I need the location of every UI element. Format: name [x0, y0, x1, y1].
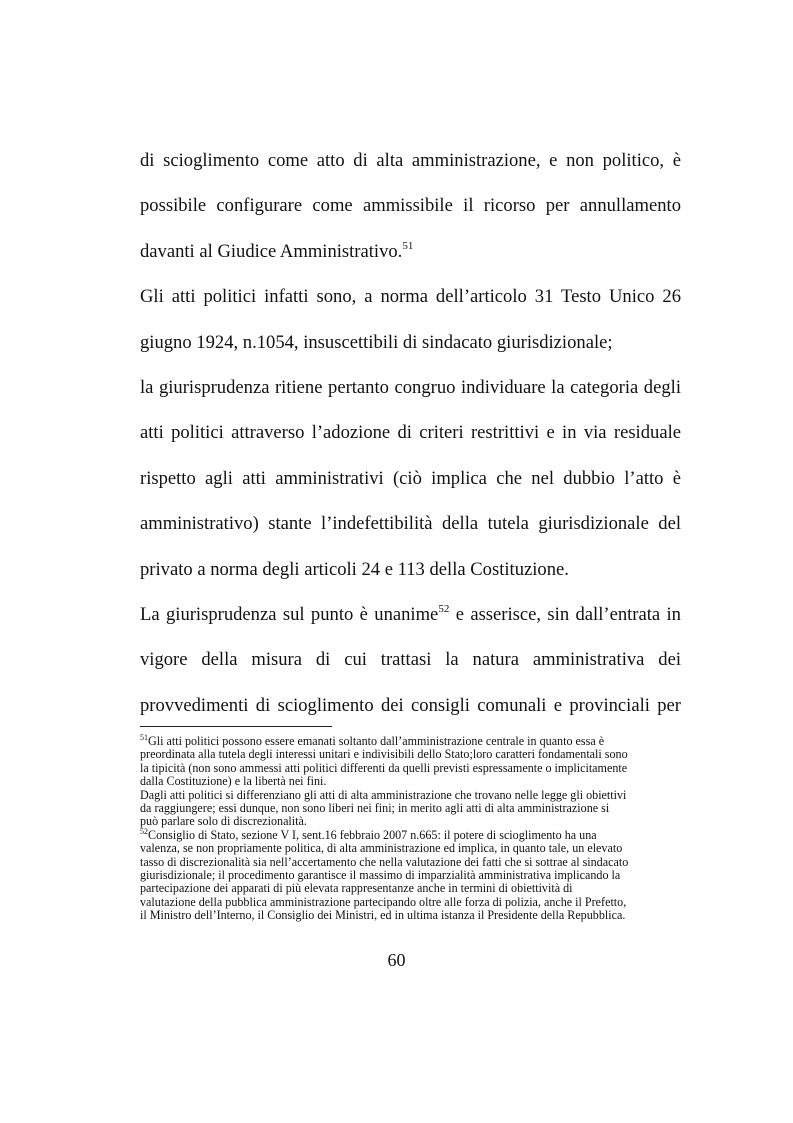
body-line-text: giugno 1924, n.1054, insuscettibili di sindacato giurisdizionale; — [140, 331, 613, 353]
footnote-line — [140, 748, 682, 761]
body-line-text: amministrativo) stante l’indefettibilità della tutela giurisdizionale del — [140, 513, 681, 535]
body-line — [140, 649, 681, 671]
footnote-line — [140, 815, 682, 828]
body-line-text: la giurisprudenza ritiene pertanto congruo individuare la categoria degli — [140, 377, 681, 398]
footnote-number: 51 — [140, 733, 148, 742]
footnote-text: Gli atti politici possono essere emanati soltanto dall’amministrazione centrale in quanto essa è — [148, 734, 605, 748]
footnote-text: partecipazione dei apparati di più elevata rappresentanze anche in termini di obiettività di — [140, 881, 573, 896]
footnote-text: preordinata alla tutela degli interessi unitari e indivisibili dello Stato;loro caratteri fondamentali sono — [140, 747, 628, 762]
footnote-text: tasso di discrezionalità sia nell’accertamento che nella valutazione dei fatti che si sottrae al sindacato — [140, 854, 629, 869]
body-line — [140, 241, 681, 265]
footnote-text: Dagli atti politici si differenziano gli atti di alta amministrazione che trovano nelle legge gli obiettivi — [140, 787, 627, 802]
body-line-text: vigore della misura di cui trattasi la natura amministrativa dei — [140, 649, 681, 671]
footnote-line — [140, 896, 682, 909]
footnote-reference: 51 — [402, 239, 414, 252]
footnote-line — [140, 909, 682, 922]
body-line-text: rispetto agli atti amministrativi (ciò implica che nel dubbio l’atto è — [140, 467, 681, 489]
footnote-text: può parlare solo di discrezionalità. — [140, 814, 307, 829]
footnote-line — [140, 882, 682, 895]
footnote-line — [140, 869, 682, 882]
body-line-text: e asserisce, sin dall’entrata in — [449, 604, 681, 625]
footnote-line — [140, 775, 682, 788]
footnote-text: da raggiungere; essi dunque, non sono liberi nei fini; in merito agli atti di alta amministrazione si — [140, 801, 610, 815]
footnote-line — [140, 802, 682, 815]
body-line — [140, 468, 681, 490]
body-line-text: provvedimenti di scioglimento dei consigli comunali e provinciali per — [140, 694, 681, 716]
body-line — [140, 559, 681, 581]
body-line — [140, 195, 681, 217]
footnote-line — [140, 842, 682, 855]
body-line-text: davanti al Giudice Amministrativo. — [140, 240, 403, 262]
body-line — [140, 377, 681, 399]
footnote-text: valutazione della pubblica amministrazione partecipando oltre alle forza di polizia, anche il Prefetto, — [140, 894, 627, 909]
footnote-text: dalla Costituzione) e la libertà nei fini. — [140, 774, 327, 789]
footnote-text: il Ministro dell’Interno, il Consiglio dei Ministri, ed in ultima istanza il Presidente della Repubblica. — [140, 908, 626, 923]
footnote-text: giurisdizionale; il procedimento garantisce il massimo di imparzialità amministrativa implicando la — [140, 868, 621, 882]
footnote-line — [140, 789, 682, 802]
body-line-text: di scioglimento come atto di alta amministrazione, e non politico, è — [140, 150, 681, 171]
page-number: 60 — [387, 950, 406, 970]
body-line-text: La giurisprudenza sul punto è unanime — [140, 604, 439, 625]
footnote-text: Consiglio di Stato, sezione V I, sent.16 febbraio 2007 n.665: il potere di scioglimento ha una — [148, 827, 597, 842]
body-line-text: possibile configurare come ammissibile il ricorso per annullamento — [140, 195, 681, 217]
body-line — [140, 422, 681, 444]
body-line — [140, 695, 681, 717]
footnote-reference: 52 — [438, 603, 450, 615]
body-line-text: atti politici attraverso l’adozione di criteri restrittivi e in via residuale — [140, 422, 681, 444]
footnote-separator — [140, 726, 332, 727]
footnote-number: 52 — [140, 826, 148, 836]
body-line — [140, 150, 681, 172]
body-line — [140, 332, 681, 354]
body-line-text: Gli atti politici infatti sono, a norma dell’articolo 31 Testo Unico 26 — [140, 286, 681, 308]
footnote-text: valenza, se non propriamente politica, di alta amministrazione ed implica, in quanto tale, un elevato — [140, 841, 623, 856]
body-line — [140, 513, 681, 535]
footnote-line — [140, 856, 682, 869]
body-line — [140, 604, 681, 628]
footnote-text: la tipicità (non sono ammessi atti politici differenti da quelli previsti espressamente o implicitamente — [140, 760, 628, 775]
body-line-text: privato a norma degli articoli 24 e 113 della Costituzione. — [140, 558, 569, 580]
body-line — [140, 286, 681, 308]
footnote-line — [140, 762, 682, 775]
